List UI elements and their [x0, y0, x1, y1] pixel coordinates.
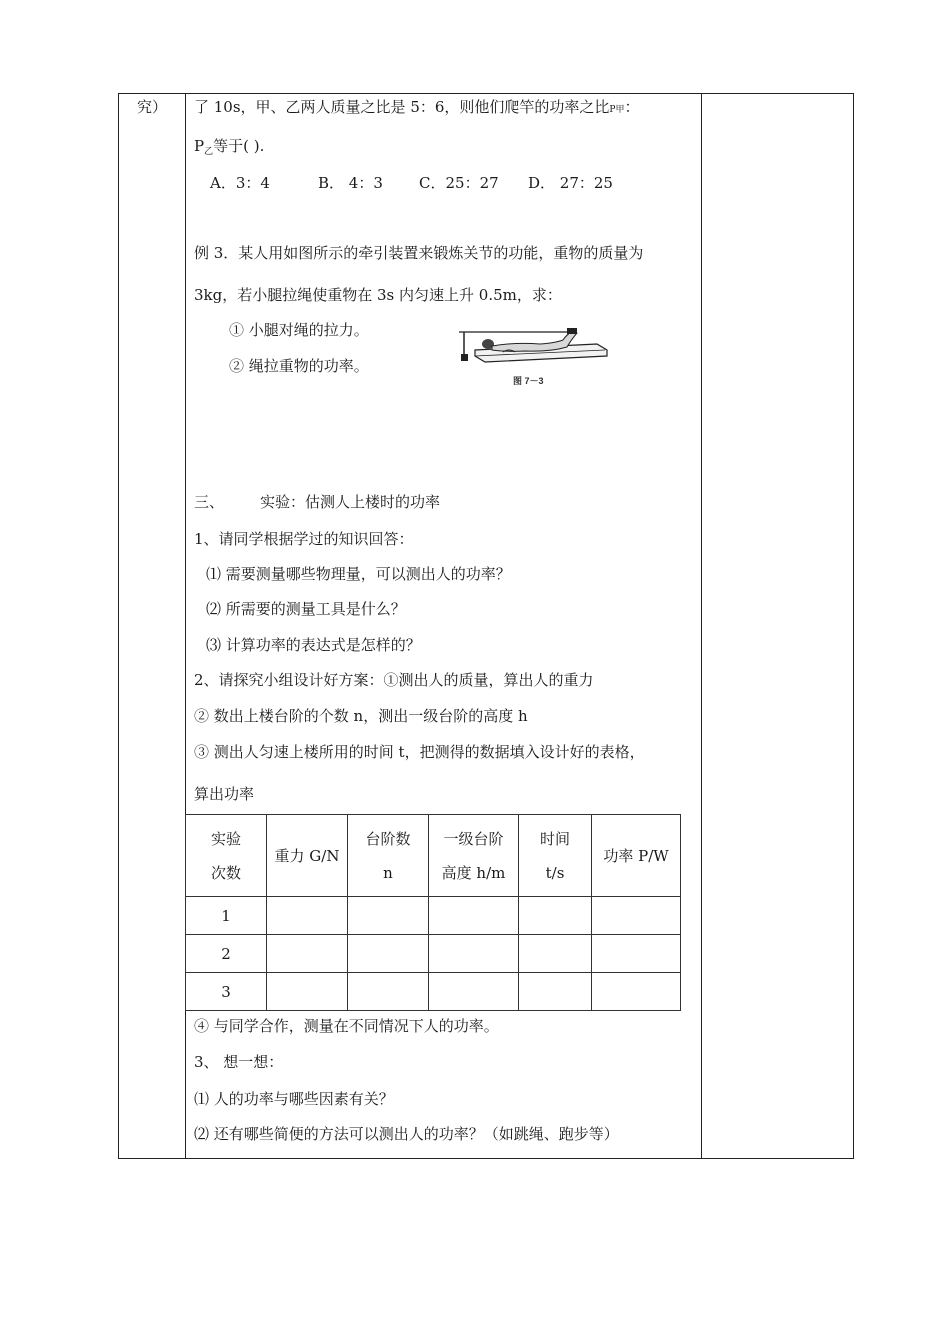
table-header-row — [186, 815, 681, 897]
height-cell[interactable] — [429, 897, 519, 935]
example3-line2: 3kg，若小腿拉绳使重物在 3s 内匀速上升 0.5m，求： — [194, 286, 562, 304]
header-step-height: 一级台阶 高度 h/m — [429, 815, 519, 897]
left-cell-label: 究） — [137, 98, 168, 116]
after-q3a: ⑴ 人的功率与哪些因素有关？ — [194, 1090, 394, 1108]
time-cell[interactable] — [519, 897, 592, 935]
after-q3: 3、 想一想： — [194, 1053, 284, 1071]
steps-cell[interactable] — [348, 897, 429, 935]
header-time: 时间 t/s — [519, 815, 592, 897]
section3-q1c: ⑶ 计算功率的表达式是怎样的？ — [206, 636, 421, 654]
header-trial-count: 实验 次数 — [186, 815, 267, 897]
trial-number: 1 — [186, 897, 267, 935]
section3-q1b: ⑵ 所需要的测量工具是什么？ — [206, 600, 406, 618]
power-cell[interactable] — [592, 935, 681, 973]
figure-caption: 图 7－3 — [513, 376, 544, 386]
power-yi-symbol: P — [194, 137, 205, 155]
header-power: 功率 P/W — [592, 815, 681, 897]
table-row — [186, 897, 681, 935]
question-text: 了 10s，甲、乙两人质量之比是 5：6，则他们爬竿的功率之比 — [194, 98, 610, 116]
steps-cell[interactable] — [348, 973, 429, 1011]
time-cell[interactable] — [519, 935, 592, 973]
option-a: A．3：4 — [210, 174, 270, 192]
header-step-count: 台阶数 n — [348, 815, 429, 897]
gravity-cell[interactable] — [267, 973, 348, 1011]
measurement-table — [185, 814, 681, 1011]
gravity-cell[interactable] — [267, 935, 348, 973]
after-q3b: ⑵ 还有哪些简便的方法可以测出人的功率？（如跳绳、跑步等） — [194, 1125, 619, 1143]
power-yi-subscript: 乙 — [204, 147, 214, 157]
after-item4: ④ 与同学合作，测量在不同情况下人的功率。 — [194, 1017, 499, 1035]
section3-q2d: 算出功率 — [194, 785, 255, 803]
power-jia-subscript: 甲 — [615, 105, 625, 115]
question-line-1 — [194, 97, 640, 120]
colon: ： — [624, 98, 640, 116]
example3-item2: ② 绳拉重物的功率。 — [229, 357, 369, 375]
example3-line1: 例 3．某人用如图所示的牵引装置来锻炼关节的功能，重物的质量为 — [194, 244, 644, 262]
section3-q2: 2、请探究小组设计好方案：①测出人的质量，算出人的重力 — [194, 671, 594, 689]
power-jia-symbol: P — [609, 105, 616, 115]
traction-device-figure — [455, 322, 615, 390]
example3-item1: ① 小腿对绳的拉力。 — [229, 321, 369, 339]
time-cell[interactable] — [519, 973, 592, 1011]
height-cell[interactable] — [429, 973, 519, 1011]
section3-number: 三、 — [194, 493, 225, 511]
column-divider-right — [701, 94, 702, 1158]
option-d: D． 27：25 — [528, 174, 613, 192]
power-cell[interactable] — [592, 897, 681, 935]
table-row — [186, 935, 681, 973]
power-cell[interactable] — [592, 973, 681, 1011]
trial-number: 2 — [186, 935, 267, 973]
header-gravity: 重力 G/N — [267, 815, 348, 897]
section3-q2b: ② 数出上楼台阶的个数 n，测出一级台阶的高度 h — [194, 707, 528, 725]
table-row — [186, 973, 681, 1011]
section3-q2c: ③ 测出人匀速上楼所用的时间 t，把测得的数据填入设计好的表格， — [194, 743, 645, 761]
question-line-2 — [194, 136, 264, 162]
section3-q1a: ⑴ 需要测量哪些物理量，可以测出人的功率？ — [206, 565, 511, 583]
option-c: C．25：27 — [419, 174, 499, 192]
steps-cell[interactable] — [348, 935, 429, 973]
height-cell[interactable] — [429, 935, 519, 973]
section3-title: 实验：估测人上楼时的功率 — [260, 493, 441, 511]
question-tail: 等于( ). — [213, 137, 265, 155]
trial-number: 3 — [186, 973, 267, 1011]
section3-q1: 1、请同学根据学过的知识回答： — [194, 530, 414, 548]
option-b: B． 4：3 — [318, 174, 383, 192]
gravity-cell[interactable] — [267, 897, 348, 935]
